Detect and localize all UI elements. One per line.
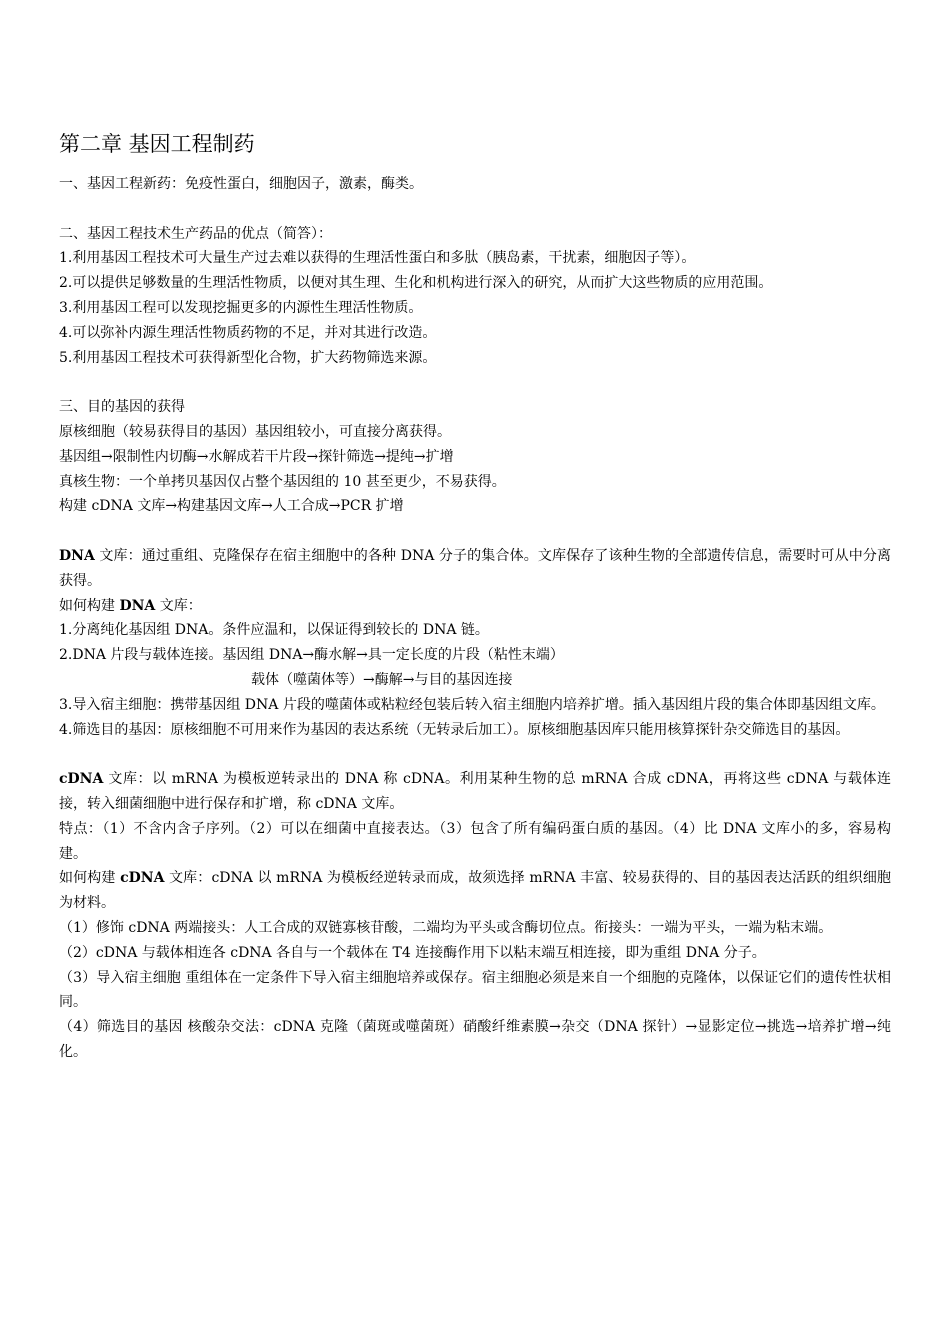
dna-library-definition	[59, 544, 891, 594]
spacer	[59, 370, 891, 395]
section-2-item: 2.可以提供足够数量的生理活性物质，以便对其生理、生化和机构进行深入的研究，从而扩大这些物质的应用范围。	[59, 275, 773, 292]
dna-term: DNA	[59, 547, 95, 564]
dna-library-step-continued: 载体（噬菌体等）→酶解→与目的基因连接	[251, 671, 513, 688]
dna-library-how-heading	[59, 594, 891, 619]
how-prefix: 如何构建	[59, 597, 120, 614]
spacer	[59, 197, 891, 222]
dna-library-step: 2.DNA 片段与载体连接。基因组 DNA→酶水解→具一定长度的片段（粘性末端）	[59, 647, 564, 664]
how-suffix: 文库：	[155, 597, 202, 614]
document-body	[59, 128, 891, 1065]
section-3-line: 构建 cDNA 文库→构建基因文库→人工合成→PCR 扩增	[59, 498, 404, 515]
cdna-definition-text: 文库：以 mRNA 为模板逆转录出的 DNA 称 cDNA。利用某种生物的总 mRNA 合成 cDNA，再将这些 cDNA 与载体连接，转入细菌细胞中进行保存和扩增，称 cDNA 文库。	[59, 771, 891, 812]
section-2-item: 5.利用基因工程技术可获得新型化合物，扩大药物筛选来源。	[59, 349, 437, 366]
section-1-text: 一、基因工程新药：免疫性蛋白，细胞因子，激素，酶类。	[59, 176, 423, 192]
section-3-line: 真核生物：一个单拷贝基因仅占整个基因组的 10 甚至更少，不易获得。	[59, 473, 506, 490]
cdna-library-step: （3）导入宿主细胞 重组体在一定条件下导入宿主细胞培养或保存。宿主细胞必须是来自一个细胞的克隆体，以保证它们的遗传性状相同。	[59, 969, 891, 1011]
chapter-title: 第二章 基因工程制药	[59, 132, 255, 156]
section-3-line: 基因组→限制性内切酶→水解成若干片段→探针筛选→提纯→扩增	[59, 448, 454, 465]
how-suffix: 文库：cDNA 以 mRNA 为模板经逆转录而成，故须选择 mRNA 丰富、较易获得的、目的基因表达活跃的组织细胞为材料。	[59, 870, 891, 912]
cdna-term: cDNA	[120, 870, 165, 887]
dna-library-step: 3.导入宿主细胞：携带基因组 DNA 片段的噬菌体或粘粒经包装后转入宿主细胞内培养扩增。插入基因组片段的集合体即基因组文库。	[59, 696, 885, 713]
cdna-library-step: （2）cDNA 与载体相连各 cDNA 各自与一个载体在 T4 连接酶作用下以粘末端互相连接，即为重组 DNA 分子。	[59, 944, 766, 961]
cdna-library-how-heading	[59, 866, 891, 916]
how-prefix: 如何构建	[59, 870, 121, 887]
spacer	[59, 519, 891, 544]
section-3-heading: 三、目的基因的获得	[59, 399, 185, 416]
dna-library-step: 1.分离纯化基因组 DNA。条件应温和，以保证得到较长的 DNA 链。	[59, 622, 489, 639]
dna-library-step: 4.筛选目的基因：原核细胞不可用来作为基因的表达系统（无转录后加工）。原核细胞基因库只能用核算探针杂交筛选目的基因。	[59, 721, 850, 738]
cdna-library-features: 特点：（1）不含内含子序列。（2）可以在细菌中直接表达。（3）包含了所有编码蛋白质的基因。（4）比 DNA 文库小的多，容易构建。	[59, 820, 891, 862]
spacer	[59, 742, 891, 767]
section-3-line: 原核细胞（较易获得目的基因）基因组较小，可直接分离获得。	[59, 423, 451, 440]
section-2-item: 3.利用基因工程可以发现挖掘更多的内源性生理活性物质。	[59, 299, 423, 316]
cdna-library-step: （4）筛选目的基因 核酸杂交法：cDNA 克隆（菌斑或噬菌斑）硝酸纤维素膜→杂交（DNA 探针）→显影定位→挑选→培养扩增→纯化。	[59, 1019, 891, 1060]
section-2-item: 4.可以弥补内源生理活性物质药物的不足，并对其进行改造。	[59, 324, 437, 341]
cdna-term: cDNA	[59, 771, 104, 788]
dna-definition-text: 文库：通过重组、克隆保存在宿主细胞中的各种 DNA 分子的集合体。文库保存了该种生物的全部遗传信息，需要时可从中分离获得。	[59, 547, 891, 589]
cdna-library-definition	[59, 767, 891, 817]
section-2-heading: 二、基因工程技术生产药品的优点（简答）：	[59, 225, 332, 242]
cdna-library-step: （1）修饰 cDNA 两端接头：人工合成的双链寡核苷酸，二端均为平头或含酶切位点。衔接头：一端为平头，一端为粘末端。	[59, 919, 833, 936]
dna-term: DNA	[119, 597, 156, 614]
section-2-item: 1.利用基因工程技术可大量生产过去难以获得的生理活性蛋白和多肽（胰岛素，干扰素，细胞因子等）。	[59, 250, 696, 267]
